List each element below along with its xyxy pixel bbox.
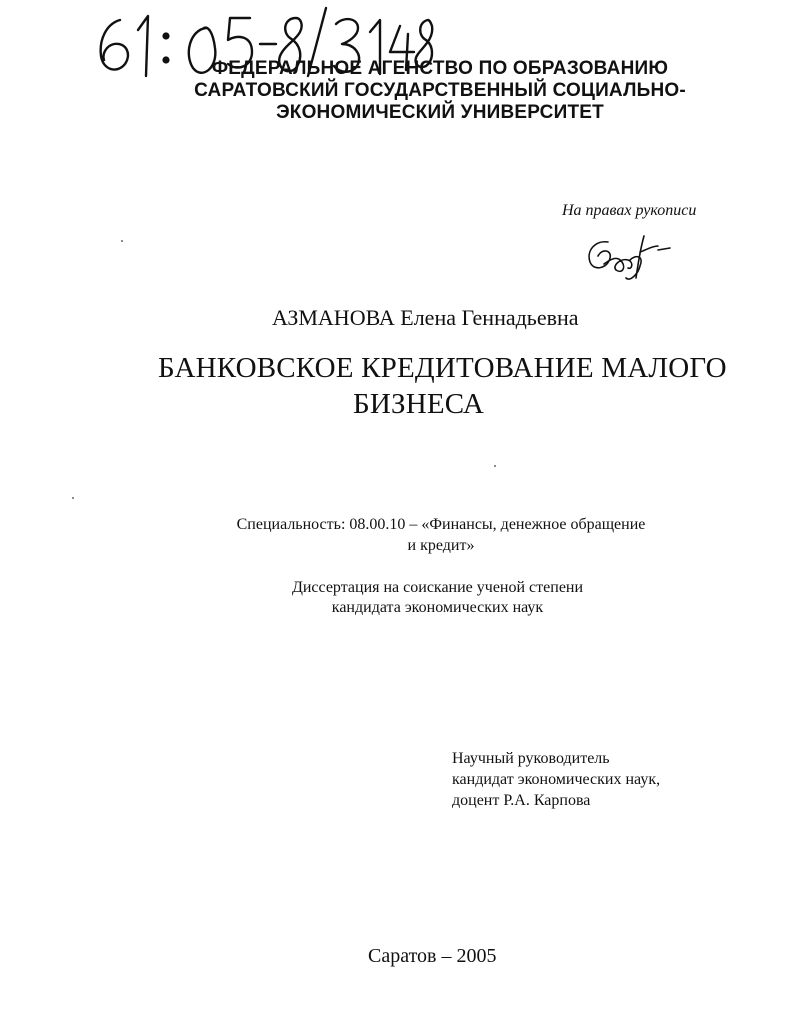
organization-line-2: САРАТОВСКИЙ ГОСУДАРСТВЕННЫЙ СОЦИАЛЬНО-: [194, 80, 686, 101]
scan-speck: [494, 465, 496, 467]
supervisor-line-1: Научный руководитель: [452, 750, 610, 767]
supervisor-line-2: кандидат экономических наук,: [452, 771, 661, 788]
supervisor-block: [452, 748, 660, 811]
organization-header: [150, 58, 730, 124]
supervisor-line-3: доцент Р.А. Карпова: [452, 792, 591, 809]
specialty-line-1: Специальность: 08.00.10 – «Финансы, денежное обращение: [236, 516, 646, 533]
dissertation-title-line-2: БИЗНЕСА: [353, 388, 485, 420]
degree-line-2: кандидата экономических наук: [331, 599, 544, 616]
scan-speck: [72, 497, 74, 499]
scan-speck: [121, 240, 123, 242]
dissertation-title-line-1: БАНКОВСКОЕ КРЕДИТОВАНИЕ МАЛОГО: [158, 352, 727, 384]
author-name: АЗМАНОВА Елена Геннадьевна: [272, 305, 579, 330]
organization-line-1: ФЕДЕРАЛЬНОЕ АГЕНСТВО ПО ОБРАЗОВАНИЮ: [211, 58, 669, 79]
organization-line-3: ЭКОНОМИЧЕСКИЙ УНИВЕРСИТЕТ: [276, 102, 604, 123]
degree-statement: [245, 578, 630, 618]
specialty: [205, 514, 677, 556]
manuscript-rights-note: На правах рукописи: [562, 202, 697, 219]
degree-line-1: Диссертация на соискание ученой степени: [291, 579, 584, 596]
signature: [578, 224, 678, 286]
specialty-line-2: и кредит»: [407, 537, 475, 554]
place-and-year: Саратов – 2005: [368, 945, 497, 967]
